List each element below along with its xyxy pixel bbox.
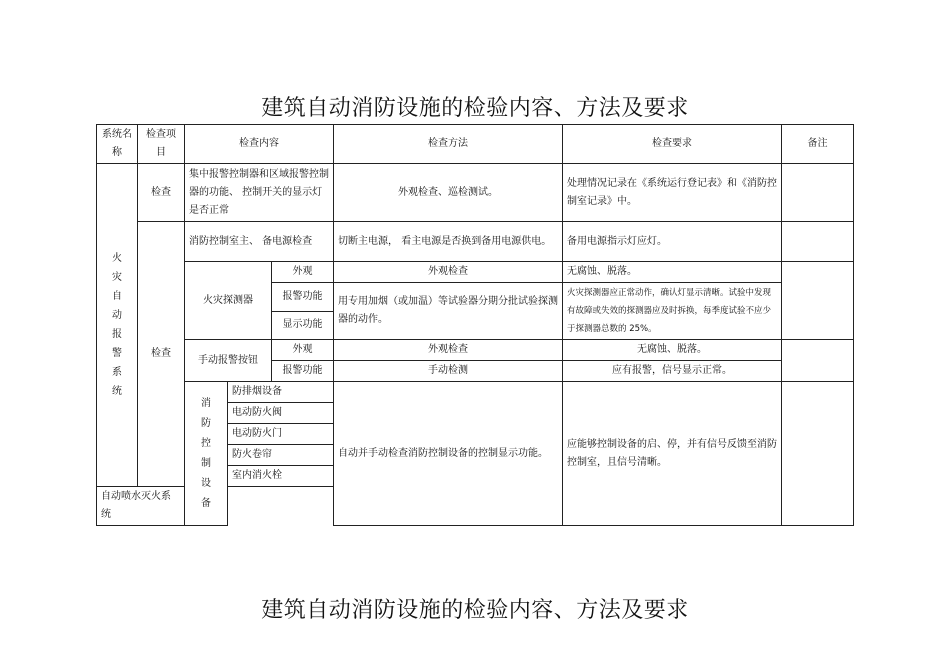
method-cell: 切断主电源， 看主电源是否换到备用电源供电。 xyxy=(334,222,563,262)
sub-item-cell: 外观 xyxy=(272,340,334,361)
header-method: 检查方法 xyxy=(334,125,563,164)
requirement-cell: 应有报警，信号显示正常。 xyxy=(563,361,782,382)
remark-cell xyxy=(782,382,854,526)
header-remark: 备注 xyxy=(782,125,854,164)
method-cell: 手动检测 xyxy=(334,361,563,382)
header-content: 检查内容 xyxy=(185,125,334,164)
header-item: 检查项目 xyxy=(138,125,185,164)
system-name-cell: 火 灾 自 动 报 警 系 统 xyxy=(97,164,138,487)
sub-item-cell: 显示功能 xyxy=(272,311,334,340)
method-cell: 用专用加烟（或加温）等试验器分期分批试验探测器的动作。 xyxy=(334,283,563,340)
header-requirement: 检查要求 xyxy=(563,125,782,164)
requirement-cell: 无腐蚀、脱落。 xyxy=(563,340,782,361)
content-cell: 集中报警控制器和区域报警控制器的功能、 控制开关的显示灯是否正常 xyxy=(185,164,334,222)
item-cell: 检查 xyxy=(138,222,185,487)
requirement-cell: 火灾探测器应正常动作，确认灯显示清晰。试验中发现有故障或失效的探测器应及时拆换，每季度试验不应少于探测器总数的 25%。 xyxy=(563,283,782,340)
detector-name-cell: 火灾探测器 xyxy=(185,262,272,340)
requirement-cell: 无腐蚀、脱落。 xyxy=(563,262,782,283)
page-title: 建筑自动消防设施的检验内容、方法及要求 xyxy=(261,96,689,121)
requirement-cell: 处理情况记录在《系统运行登记表》和《消防控制室记录》中。 xyxy=(563,164,782,222)
table-row xyxy=(97,222,854,262)
control-item-cell: 自动喷水灭火系统 xyxy=(97,487,185,526)
content-cell: 消防控制室主、 备电源检查 xyxy=(185,222,334,262)
button-name-cell: 手动报警按钮 xyxy=(185,340,272,382)
table-row xyxy=(97,164,854,222)
method-cell: 外观检查、巡检测试。 xyxy=(334,164,563,222)
header-row xyxy=(97,125,854,164)
remark-cell xyxy=(782,164,854,222)
item-cell: 检查 xyxy=(138,164,185,222)
inspection-table xyxy=(96,124,854,526)
sub-item-cell: 外观 xyxy=(272,262,334,283)
table-row xyxy=(97,262,854,283)
sub-item-cell: 报警功能 xyxy=(272,283,334,312)
requirement-cell: 备用电源指示灯应灯。 xyxy=(563,222,782,262)
method-cell: 外观检查 xyxy=(334,262,563,283)
header-system-name: 系统名称 xyxy=(97,125,138,164)
method-cell: 外观检查 xyxy=(334,340,563,361)
control-item-cell: 防火卷帘 xyxy=(228,445,334,466)
sub-item-cell: 报警功能 xyxy=(272,361,334,382)
table-row xyxy=(97,382,854,403)
remark-cell xyxy=(782,340,854,382)
control-item-cell: 电动防火阀 xyxy=(228,403,334,424)
method-cell: 自动并手动检查消防控制设备的控制显示功能。 xyxy=(334,382,563,526)
remark-cell xyxy=(782,262,854,340)
control-item-cell: 室内消火栓 xyxy=(228,466,334,487)
control-label-cell: 消 防 控 制 设 备 xyxy=(185,382,228,526)
page-title-repeat: 建筑自动消防设施的检验内容、方法及要求 xyxy=(261,598,689,623)
control-item-cell: 电动防火门 xyxy=(228,424,334,445)
requirement-cell: 应能够控制设备的启、停，并有信号反馈至消防控制室，且信号清晰。 xyxy=(563,382,782,526)
remark-cell xyxy=(782,222,854,262)
control-item-cell: 防排烟设备 xyxy=(228,382,334,403)
table-row xyxy=(97,340,854,361)
